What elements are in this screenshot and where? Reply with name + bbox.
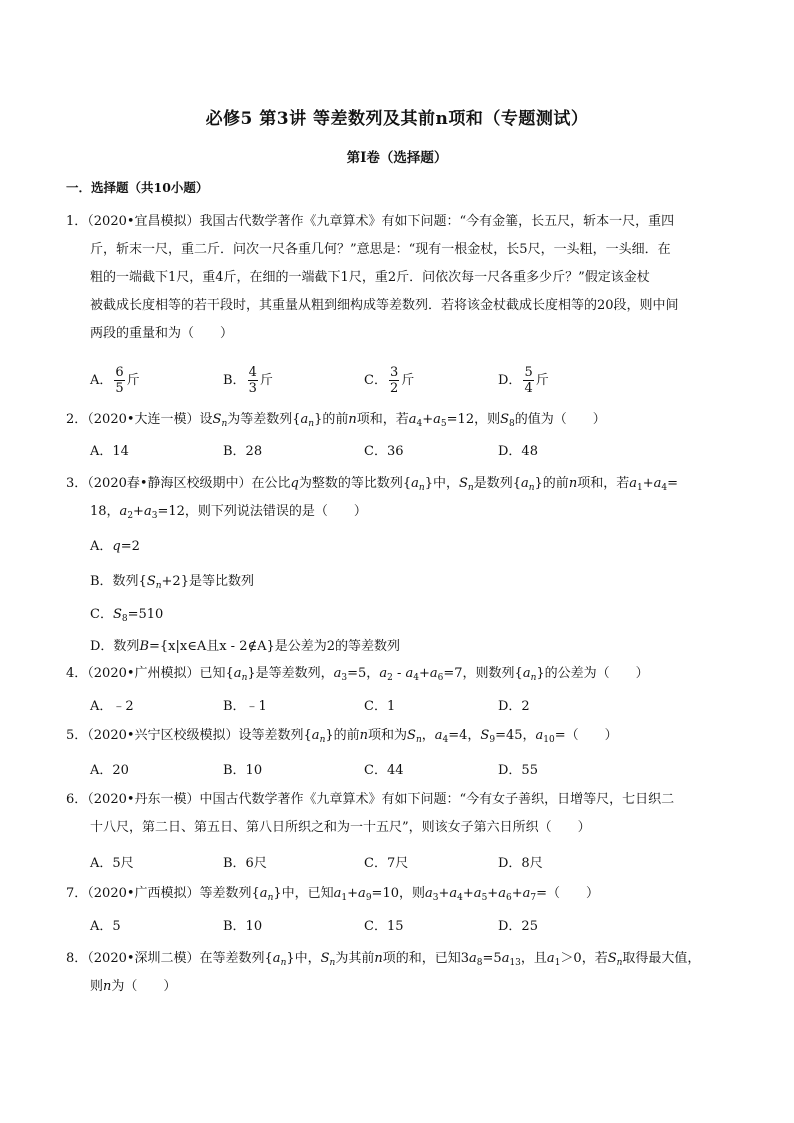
q1-option-d: D． $\frac{5}{4}$ 斤	[498, 365, 549, 396]
q1-line-1: 1．（2020•宜昌模拟）我国古代数学著作《九章算术》有如下问题：“今有金箠，长五尺，斩本一尺，重四	[66, 214, 675, 229]
q3-line-2: 18，$a_2+a_3=12$，则下列说法错误的是（ ）	[90, 504, 367, 521]
q8-line-2: 则n为（ ）	[90, 979, 177, 994]
q6-options	[90, 852, 730, 878]
q2-stem: 2．（2020•大连一模）设$S_n$为等差数列$\{a_n\}$的前n项和，若$a_4+a_5=12$，则$S_8$的值为（ ）	[66, 412, 606, 429]
question-4	[66, 660, 731, 688]
q7-option-a: A．5	[90, 919, 121, 934]
q1-line-2: 斤，斩末一尺，重二斤．问次一尺各重几何？”意思是：“现有一根金杖，长5尺，一头粗，一头细．在	[90, 242, 671, 257]
q4-option-c: C．1	[364, 699, 396, 714]
q7-option-c: C．15	[364, 919, 404, 934]
q1-options	[90, 365, 730, 397]
question-1	[66, 208, 731, 348]
q1-line-5: 两段的重量和为（ ）	[90, 326, 234, 341]
q7-option-d: D．25	[498, 919, 538, 934]
q2-option-c: C．36	[364, 444, 404, 459]
q1-option-b: B． $\frac{4}{3}$ 斤	[223, 365, 273, 396]
q3-option-b: B．数列$\{S_n+2\}$是等比数列	[90, 574, 254, 591]
page-title: 必修5 第3讲 等差数列及其前n项和（专题测试）	[205, 109, 589, 129]
q5-option-d: D．55	[498, 763, 538, 778]
question-8	[66, 945, 731, 1001]
q3-line-1: 3．（2020春•静海区校级期中）在公比q为整数的等比数列$\{a_n\}$中，$S_n$是数列$\{a_n\}$的前n项和，若$a_1+a_4=$	[66, 476, 679, 493]
q4-option-b: B．﹣1	[223, 699, 267, 714]
q6-line-1: 6．（2020•丹东一模）中国古代数学著作《九章算术》有如下问题：“今有女子善织，日增等尺，七日织二	[66, 792, 675, 807]
q5-stem: 5．（2020•兴宁区校级模拟）设等差数列$\{a_n\}$的前n项和为$S_n$，$a_4=4$，$S_9=45$，$a_{10}=$（ ）	[66, 728, 618, 745]
question-2	[66, 406, 731, 434]
q7-stem: 7．（2020•广西模拟）等差数列$\{a_n\}$中，已知$a_1+a_9=10$，则$a_3+a_4+a_5+a_6+a_7=$（ ）	[66, 886, 600, 903]
q4-options	[90, 695, 730, 721]
q3-option-d: D．数列B={x|x∈A且x - 2∉A}是公差为2的等差数列	[90, 639, 401, 654]
q2-options	[90, 440, 730, 466]
q8-line-1: 8．（2020•深圳二模）在等差数列$\{a_n\}$中，$S_n$为其前n项的和，已知$3a_8=5a_{13}$，且$a_1>0$，若$S_n$取得最大值，	[66, 951, 701, 968]
q6-option-b: B．6尺	[223, 856, 267, 871]
q6-option-c: C．7尺	[364, 856, 409, 871]
q1-line-4: 被截成长度相等的若干段时，其重量从粗到细构成等差数列．若将该金杖截成长度相等的20段，则中间	[90, 298, 679, 313]
q4-stem: 4．（2020•广州模拟）已知$\{a_n\}$是等差数列，$a_3=5$，$a_2 - a_4+a_6=7$，则数列$\{a_n\}$的公差为（ ）	[66, 666, 649, 683]
q7-options	[90, 915, 730, 941]
q1-option-a: A． $\frac{6}{5}$ 斤	[90, 365, 140, 396]
q2-option-b: B．28	[223, 444, 263, 459]
q5-option-c: C．44	[364, 763, 404, 778]
page-subtitle: 第Ⅰ卷（选择题）	[346, 150, 448, 166]
q2-option-a: A．14	[90, 444, 129, 459]
question-6	[66, 786, 731, 842]
q5-option-a: A．20	[90, 763, 129, 778]
q1-option-c: C． $\frac{3}{2}$ 斤	[364, 365, 415, 396]
q5-option-b: B．10	[223, 763, 263, 778]
q7-option-b: B．10	[223, 919, 263, 934]
q5-options	[90, 759, 730, 785]
q3-option-a: A．q=2	[90, 539, 140, 554]
q3-option-c: C．$S_8=510$	[90, 607, 164, 624]
q4-option-a: A．﹣2	[90, 699, 134, 714]
q6-option-a: A．5尺	[90, 856, 134, 871]
q1-line-3: 粗的一端截下1尺，重4斤，在细的一端截下1尺，重2斤．问依次每一尺各重多少斤？”假定该金杖	[90, 270, 650, 285]
q6-option-d: D．8尺	[498, 856, 543, 871]
q4-option-d: D．2	[498, 699, 530, 714]
section-heading: 一．选择题（共10小题）	[66, 180, 209, 195]
question-7	[66, 880, 731, 908]
question-5	[66, 722, 731, 750]
q2-option-d: D．48	[498, 444, 538, 459]
q6-line-2: 十八尺，第二日、第五日、第八日所织之和为一十五尺”，则该女子第六日所织（ ）	[90, 820, 591, 835]
question-3	[66, 470, 731, 526]
